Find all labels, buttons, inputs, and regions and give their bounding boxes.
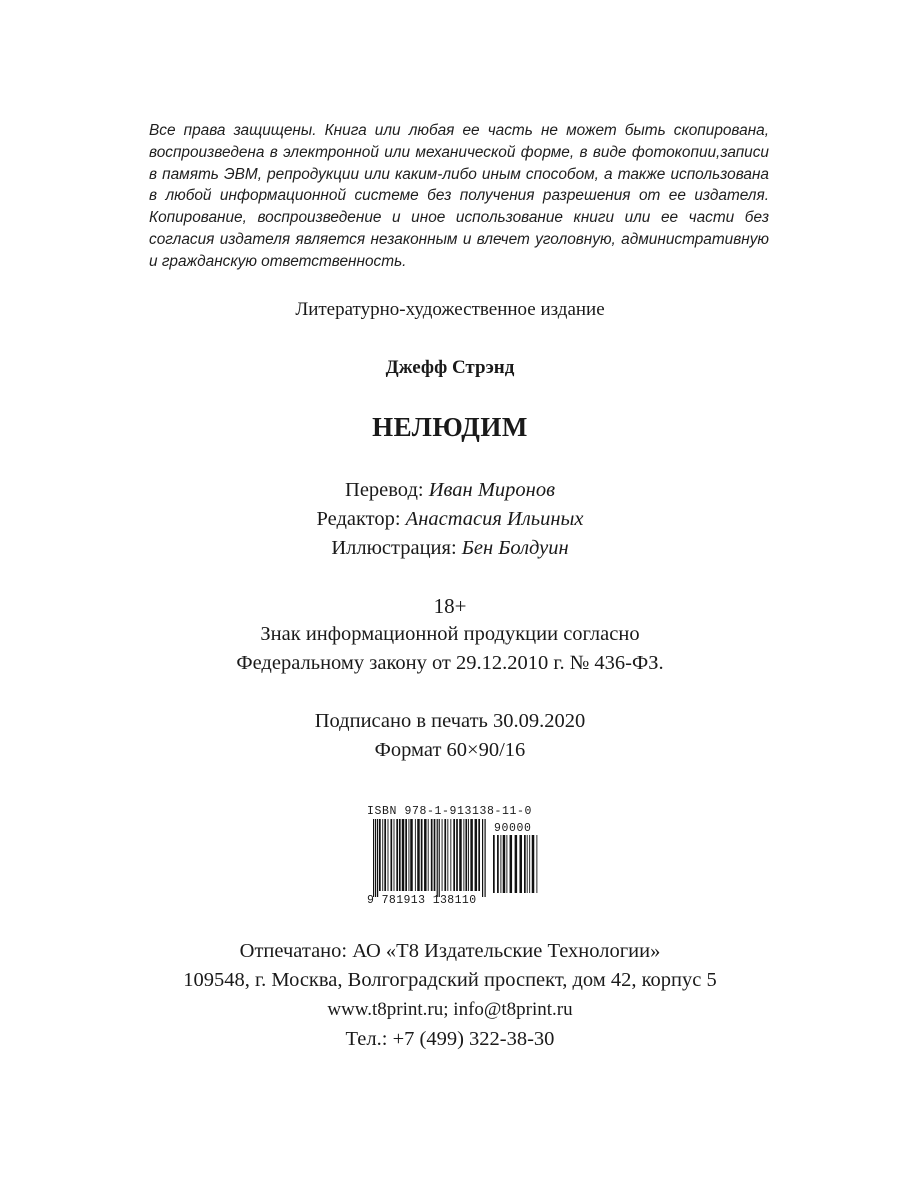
barcode-bar: [510, 835, 513, 893]
barcode-bar: [497, 835, 499, 893]
barcode-bar: [428, 819, 429, 891]
law-notice-line-1: Знак информационной продукции согласно: [260, 623, 640, 645]
barcode-bar: [410, 819, 413, 891]
barcode-bar: [375, 819, 376, 897]
barcode-bar: [532, 835, 535, 893]
barcode-bar: [478, 819, 480, 891]
barcode-bar: [382, 819, 383, 891]
barcode-bar: [408, 819, 409, 891]
barcode-bar: [444, 819, 446, 891]
credit-role: Иллюстрация:: [331, 537, 457, 559]
barcode-addon-label: 90000: [494, 822, 532, 835]
paper-format: Формат 60×90/16: [374, 739, 526, 761]
barcode-bar: [421, 819, 423, 891]
printer-address: 109548, г. Москва, Волгоградский проспект, дом 42, корпус 5: [183, 969, 717, 991]
barcode-bar: [500, 835, 501, 893]
barcode-bar: [384, 819, 386, 891]
isbn-barcode: [367, 805, 543, 907]
barcode-bar: [465, 819, 467, 891]
barcode-bar: [515, 835, 518, 893]
credit-name: Анастасия Ильиных: [405, 508, 584, 530]
barcode-bar: [485, 819, 486, 897]
edition-type: Литературно-художественное издание: [295, 299, 605, 320]
barcode-bar: [439, 819, 440, 897]
barcode-bar: [447, 819, 448, 891]
barcode-bar: [442, 819, 443, 891]
barcode-bar: [417, 819, 420, 891]
barcode-bar: [519, 835, 522, 893]
copyright-notice: Все права защищены. Книга или любая ее часть не может быть скопирована, воспроизведена в электронной или механической форме, в виде фотокопии,записи в память ЭВМ, репродукции или каким-либо иным способом, а также использована в любой информационной системе без получения разрешения от ее издателя. Копирование, воспроизведение и иное использование книги или ее части без согласия издателя является незаконным и влечет уголовную, административную и гражданскую ответственность.: [149, 122, 769, 270]
barcode-bar: [399, 819, 401, 891]
age-rating: 18+: [433, 594, 467, 618]
credit-role: Редактор:: [316, 508, 401, 530]
barcode-bar: [373, 819, 374, 897]
barcode-bar: [456, 819, 458, 891]
barcode-bar: [394, 819, 395, 891]
barcode-bar: [379, 819, 381, 891]
barcode-bar: [434, 819, 436, 891]
barcode-bar: [396, 819, 398, 891]
barcode-bar: [524, 835, 526, 893]
barcode-bar: [402, 819, 405, 891]
isbn-label: ISBN 978-1-913138-11-0: [367, 805, 533, 818]
barcode-bar: [475, 819, 478, 891]
printer-name: Отпечатано: АО «Т8 Издательские Технологии»: [239, 940, 661, 962]
barcode-bar: [431, 819, 433, 891]
signed-to-print: Подписано в печать 30.09.2020: [314, 710, 586, 732]
credit-editor: [0, 508, 900, 531]
barcode-bar: [529, 835, 530, 893]
barcode-bar: [405, 819, 407, 891]
barcode-bar: [527, 835, 528, 893]
barcode-digits: 9 781913 138110: [367, 894, 477, 907]
barcode-bar: [482, 819, 483, 897]
barcode-bar: [506, 835, 507, 893]
barcode-bar: [453, 819, 455, 891]
barcode-bar: [377, 819, 378, 897]
barcode-bar: [536, 835, 537, 893]
barcode-bar: [503, 835, 506, 893]
credit-role: Перевод:: [345, 479, 424, 501]
barcode-bar: [450, 819, 451, 891]
credit-name: Бен Болдуин: [461, 537, 569, 559]
book-title: НЕЛЮДИМ: [372, 412, 528, 442]
barcode-bar: [470, 819, 473, 891]
barcode-bar: [493, 835, 495, 893]
barcode-bar: [468, 819, 469, 891]
credit-illustrator: [0, 537, 900, 560]
credit-translator: [0, 479, 900, 502]
law-notice-line-2: Федеральному закону от 29.12.2010 г. № 436-ФЗ.: [236, 652, 664, 674]
printer-web: www.t8print.ru; info@t8print.ru: [327, 999, 573, 1020]
credit-name: Иван Миронов: [428, 479, 555, 501]
barcode-bar: [424, 819, 427, 891]
barcode-bar: [390, 819, 392, 891]
barcode-bar: [437, 819, 438, 897]
author-name: Джефф Стрэнд: [385, 357, 515, 378]
printer-phone: Тел.: +7 (499) 322-38-30: [345, 1028, 555, 1050]
barcode-bar: [463, 819, 464, 891]
barcode-bar: [459, 819, 462, 891]
barcode-bar: [388, 819, 389, 891]
barcode-bar: [415, 819, 416, 891]
